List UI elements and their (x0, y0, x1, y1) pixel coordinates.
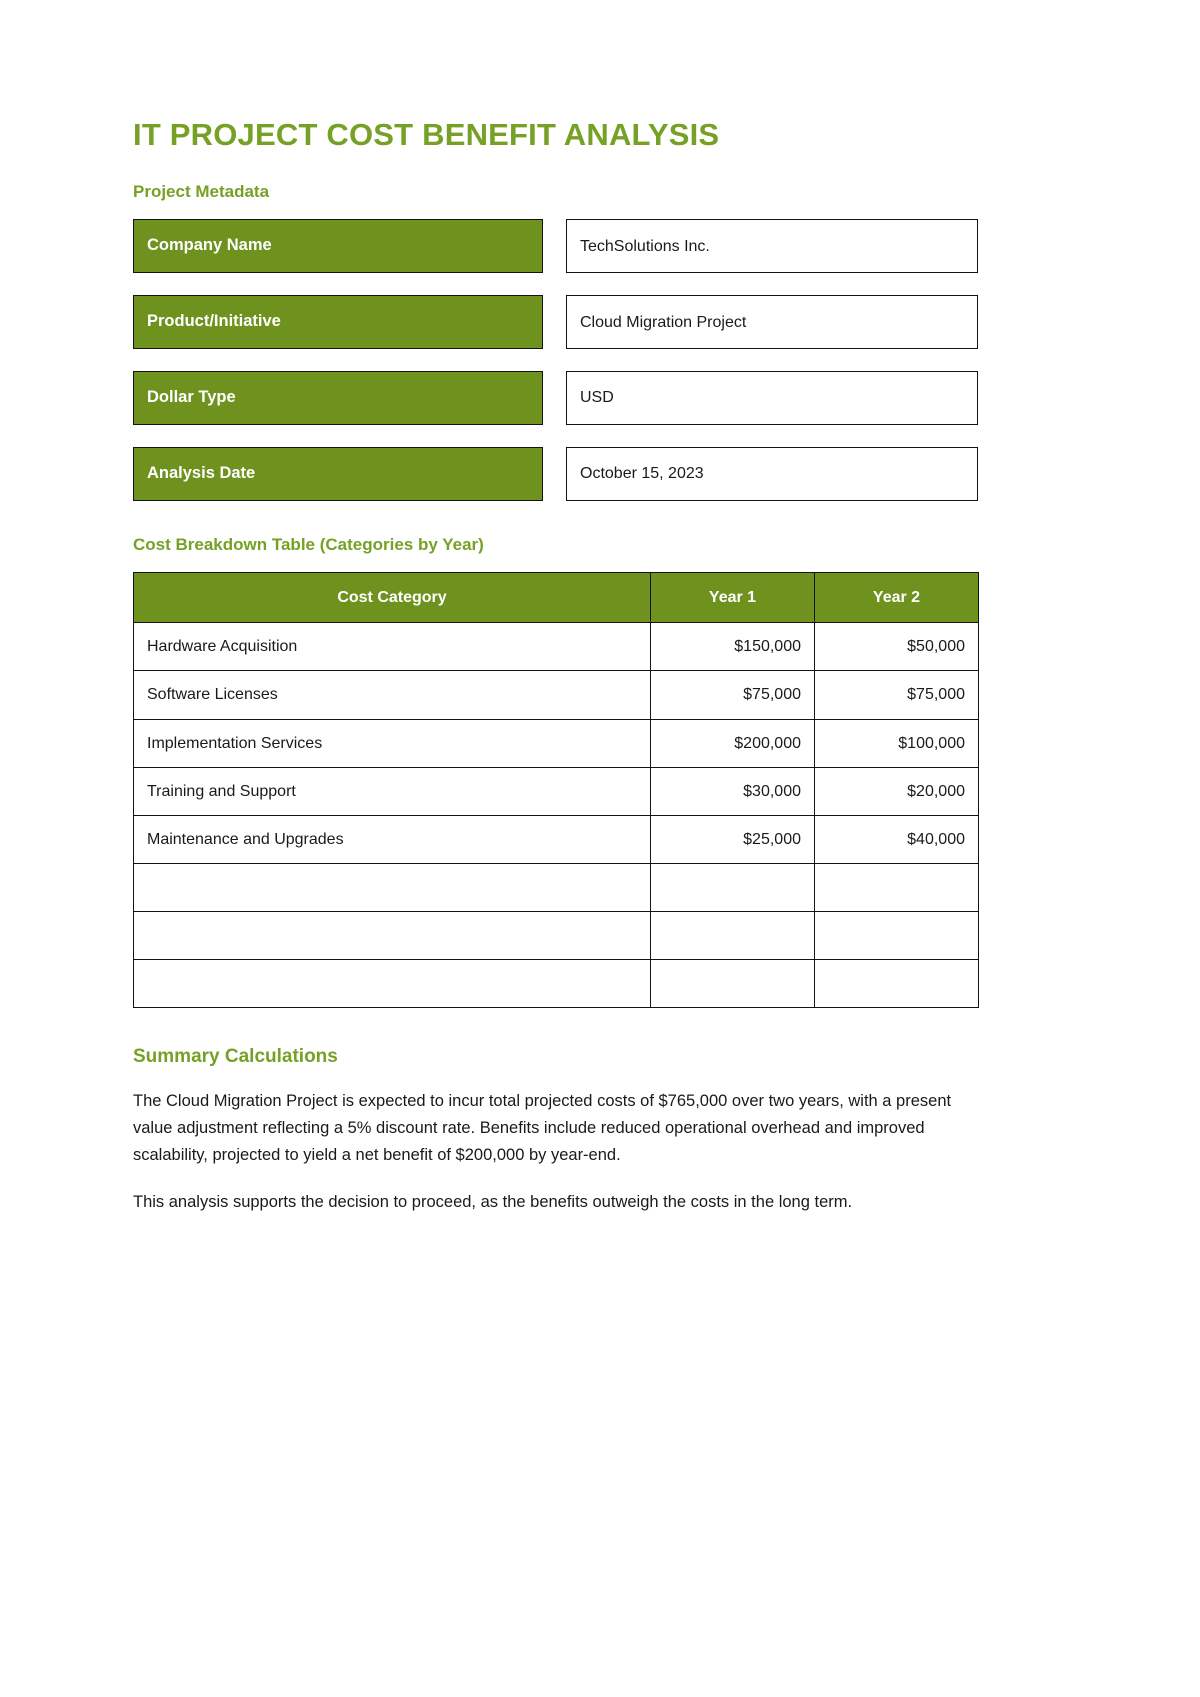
summary-paragraph-2: This analysis supports the decision to proceed, as the benefits outweigh the costs in the long term. (133, 1193, 853, 1212)
cell-year-1[interactable] (651, 960, 815, 1008)
summary-calculations-heading: Summary Calculations (133, 1046, 338, 1068)
table-row-empty (134, 864, 979, 912)
cell-year-1[interactable]: $200,000 (651, 719, 815, 767)
cell-year-2[interactable]: $100,000 (815, 719, 979, 767)
cell-year-2[interactable]: $40,000 (815, 816, 979, 864)
cell-cost-category[interactable] (134, 960, 651, 1008)
cell-cost-category[interactable]: Maintenance and Upgrades (134, 816, 651, 864)
metadata-gap (543, 295, 566, 349)
metadata-label-dollar-type: Dollar Type (133, 371, 543, 425)
table-row (134, 623, 979, 671)
metadata-label-product-initiative: Product/Initiative (133, 295, 543, 349)
cell-cost-category[interactable]: Hardware Acquisition (134, 623, 651, 671)
cell-year-1[interactable]: $30,000 (651, 767, 815, 815)
cost-breakdown-table (133, 572, 979, 1008)
cell-year-1[interactable]: $150,000 (651, 623, 815, 671)
metadata-gap (543, 219, 566, 273)
metadata-row-dollar-type (133, 371, 1067, 425)
table-header-row (134, 573, 979, 623)
cell-year-2[interactable] (815, 912, 979, 960)
cell-cost-category[interactable] (134, 864, 651, 912)
page-title: IT PROJECT COST BENEFIT ANALYSIS (133, 117, 720, 152)
column-header-year-1: Year 1 (651, 573, 815, 623)
cell-year-2[interactable] (815, 960, 979, 1008)
metadata-value-analysis-date[interactable]: October 15, 2023 (566, 447, 978, 501)
cell-year-2[interactable]: $75,000 (815, 671, 979, 719)
cell-year-2[interactable]: $20,000 (815, 767, 979, 815)
cell-cost-category[interactable]: Implementation Services (134, 719, 651, 767)
project-metadata-heading: Project Metadata (133, 182, 270, 202)
column-header-cost-category: Cost Category (134, 573, 651, 623)
table-row (134, 816, 979, 864)
cell-cost-category[interactable] (134, 912, 651, 960)
cell-year-1[interactable]: $75,000 (651, 671, 815, 719)
project-metadata-section (133, 182, 1067, 501)
table-row (134, 671, 979, 719)
cost-breakdown-section (133, 535, 1067, 1009)
column-header-year-2: Year 2 (815, 573, 979, 623)
metadata-label-analysis-date: Analysis Date (133, 447, 543, 501)
metadata-value-dollar-type[interactable]: USD (566, 371, 978, 425)
cell-year-2[interactable]: $50,000 (815, 623, 979, 671)
cost-breakdown-heading: Cost Breakdown Table (Categories by Year) (133, 534, 484, 554)
metadata-row-analysis-date (133, 447, 1067, 501)
cell-year-1[interactable] (651, 864, 815, 912)
cell-year-1[interactable]: $25,000 (651, 816, 815, 864)
table-row-empty (134, 912, 979, 960)
metadata-value-product-initiative[interactable]: Cloud Migration Project (566, 295, 978, 349)
metadata-label-company-name: Company Name (133, 219, 543, 273)
table-row-empty (134, 960, 979, 1008)
table-row (134, 767, 979, 815)
metadata-gap (543, 371, 566, 425)
metadata-value-company-name[interactable]: TechSolutions Inc. (566, 219, 978, 273)
cell-year-2[interactable] (815, 864, 979, 912)
metadata-row-company-name (133, 219, 1067, 273)
cell-cost-category[interactable]: Training and Support (134, 767, 651, 815)
summary-paragraph-1: The Cloud Migration Project is expected to incur total projected costs of $765,000 over two years, with a present value adjustment reflecting a 5% discount rate. Benefits include reduced operational overhead and improved scalability, projected to yield a net benefit of $200,000 by year-end. (133, 1092, 952, 1164)
metadata-row-product-initiative (133, 295, 1067, 349)
cell-cost-category[interactable]: Software Licenses (134, 671, 651, 719)
cell-year-1[interactable] (651, 912, 815, 960)
metadata-gap (543, 447, 566, 501)
table-row (134, 719, 979, 767)
summary-calculations-section (133, 1046, 1067, 1216)
